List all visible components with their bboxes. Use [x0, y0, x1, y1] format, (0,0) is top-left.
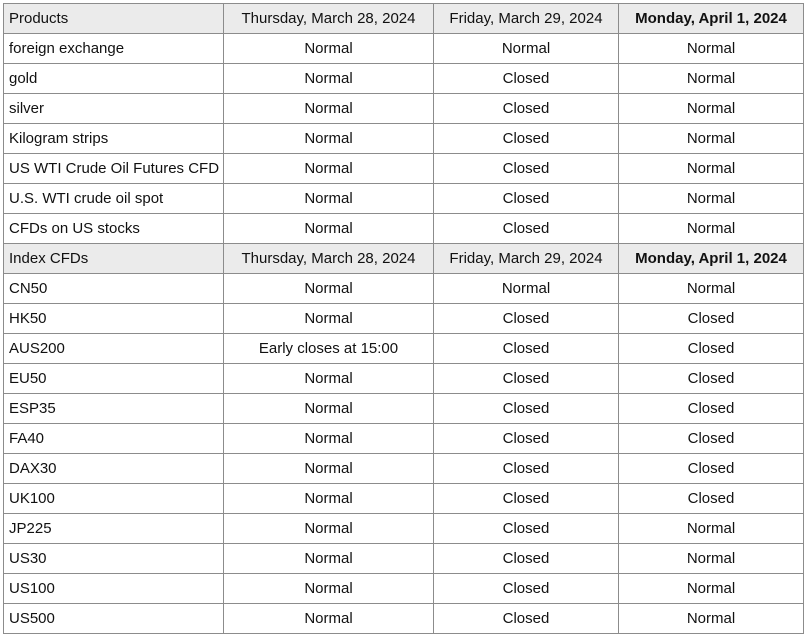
product-name-cell: DAX30 — [4, 454, 224, 484]
status-cell: Normal — [224, 514, 434, 544]
status-cell: Normal — [224, 274, 434, 304]
status-cell: Closed — [434, 334, 619, 364]
product-name-cell: HK50 — [4, 304, 224, 334]
status-cell: Closed — [619, 304, 804, 334]
status-cell: Normal — [224, 94, 434, 124]
product-name-cell: ESP35 — [4, 394, 224, 424]
table-row — [4, 484, 804, 514]
column-header-date: Monday, April 1, 2024 — [619, 244, 804, 274]
column-header-date: Thursday, March 28, 2024 — [224, 244, 434, 274]
table-row — [4, 544, 804, 574]
table-row — [4, 454, 804, 484]
column-header-date: Monday, April 1, 2024 — [619, 4, 804, 34]
status-cell: Closed — [434, 484, 619, 514]
status-cell: Closed — [434, 64, 619, 94]
status-cell: Closed — [619, 334, 804, 364]
status-cell: Normal — [434, 274, 619, 304]
status-cell: Normal — [619, 94, 804, 124]
status-cell: Closed — [434, 154, 619, 184]
status-cell: Closed — [619, 394, 804, 424]
status-cell: Closed — [434, 304, 619, 334]
status-cell: Closed — [434, 574, 619, 604]
status-cell: Normal — [224, 364, 434, 394]
status-cell: Normal — [224, 124, 434, 154]
table-row — [4, 154, 804, 184]
section-header-row — [4, 244, 804, 274]
product-name-cell: UK100 — [4, 484, 224, 514]
status-cell: Normal — [224, 304, 434, 334]
product-name-cell: US500 — [4, 604, 224, 634]
column-header-date: Friday, March 29, 2024 — [434, 244, 619, 274]
status-cell: Normal — [224, 484, 434, 514]
status-cell: Normal — [619, 154, 804, 184]
status-cell: Normal — [619, 574, 804, 604]
status-cell: Closed — [434, 124, 619, 154]
table-row — [4, 214, 804, 244]
status-cell: Closed — [619, 484, 804, 514]
section-header-row — [4, 4, 804, 34]
table-row — [4, 64, 804, 94]
status-cell: Early closes at 15:00 — [224, 334, 434, 364]
table-row — [4, 124, 804, 154]
product-name-cell: US100 — [4, 574, 224, 604]
status-cell: Normal — [224, 214, 434, 244]
column-header-date: Friday, March 29, 2024 — [434, 4, 619, 34]
section-title: Products — [4, 4, 224, 34]
table-row — [4, 574, 804, 604]
status-cell: Normal — [619, 604, 804, 634]
status-cell: Normal — [224, 184, 434, 214]
status-cell: Normal — [619, 214, 804, 244]
status-cell: Normal — [619, 124, 804, 154]
status-cell: Closed — [434, 604, 619, 634]
status-cell: Normal — [224, 544, 434, 574]
status-cell: Normal — [224, 394, 434, 424]
product-name-cell: US30 — [4, 544, 224, 574]
product-name-cell: EU50 — [4, 364, 224, 394]
status-cell: Normal — [619, 34, 804, 64]
status-cell: Closed — [434, 214, 619, 244]
table-row — [4, 364, 804, 394]
status-cell: Normal — [434, 34, 619, 64]
product-name-cell: CN50 — [4, 274, 224, 304]
status-cell: Closed — [434, 544, 619, 574]
status-cell: Closed — [619, 424, 804, 454]
status-cell: Closed — [434, 454, 619, 484]
product-name-cell: AUS200 — [4, 334, 224, 364]
status-cell: Closed — [434, 424, 619, 454]
status-cell: Normal — [619, 184, 804, 214]
table-row — [4, 274, 804, 304]
table-row — [4, 304, 804, 334]
product-name-cell: FA40 — [4, 424, 224, 454]
table-row — [4, 604, 804, 634]
product-name-cell: Kilogram strips — [4, 124, 224, 154]
status-cell: Normal — [224, 34, 434, 64]
status-cell: Normal — [619, 274, 804, 304]
column-header-date: Thursday, March 28, 2024 — [224, 4, 434, 34]
status-cell: Normal — [224, 604, 434, 634]
status-cell: Closed — [434, 94, 619, 124]
table-row — [4, 34, 804, 64]
table-row — [4, 94, 804, 124]
product-name-cell: gold — [4, 64, 224, 94]
status-cell: Closed — [434, 514, 619, 544]
table-row — [4, 514, 804, 544]
section-title: Index CFDs — [4, 244, 224, 274]
table-row — [4, 394, 804, 424]
status-cell: Normal — [619, 64, 804, 94]
status-cell: Closed — [434, 364, 619, 394]
status-cell: Closed — [619, 454, 804, 484]
status-cell: Normal — [619, 544, 804, 574]
status-cell: Closed — [434, 394, 619, 424]
status-cell: Normal — [224, 574, 434, 604]
status-cell: Normal — [224, 64, 434, 94]
status-cell: Normal — [619, 514, 804, 544]
status-cell: Closed — [434, 184, 619, 214]
product-name-cell: JP225 — [4, 514, 224, 544]
product-name-cell: foreign exchange — [4, 34, 224, 64]
status-cell: Closed — [619, 364, 804, 394]
table-row — [4, 334, 804, 364]
table-body — [4, 4, 804, 634]
product-name-cell: CFDs on US stocks — [4, 214, 224, 244]
status-cell: Normal — [224, 154, 434, 184]
status-cell: Normal — [224, 424, 434, 454]
status-cell: Normal — [224, 454, 434, 484]
trading-hours-table — [3, 3, 804, 634]
table-row — [4, 424, 804, 454]
product-name-cell: U.S. WTI crude oil spot — [4, 184, 224, 214]
product-name-cell: US WTI Crude Oil Futures CFD — [4, 154, 224, 184]
table-row — [4, 184, 804, 214]
product-name-cell: silver — [4, 94, 224, 124]
